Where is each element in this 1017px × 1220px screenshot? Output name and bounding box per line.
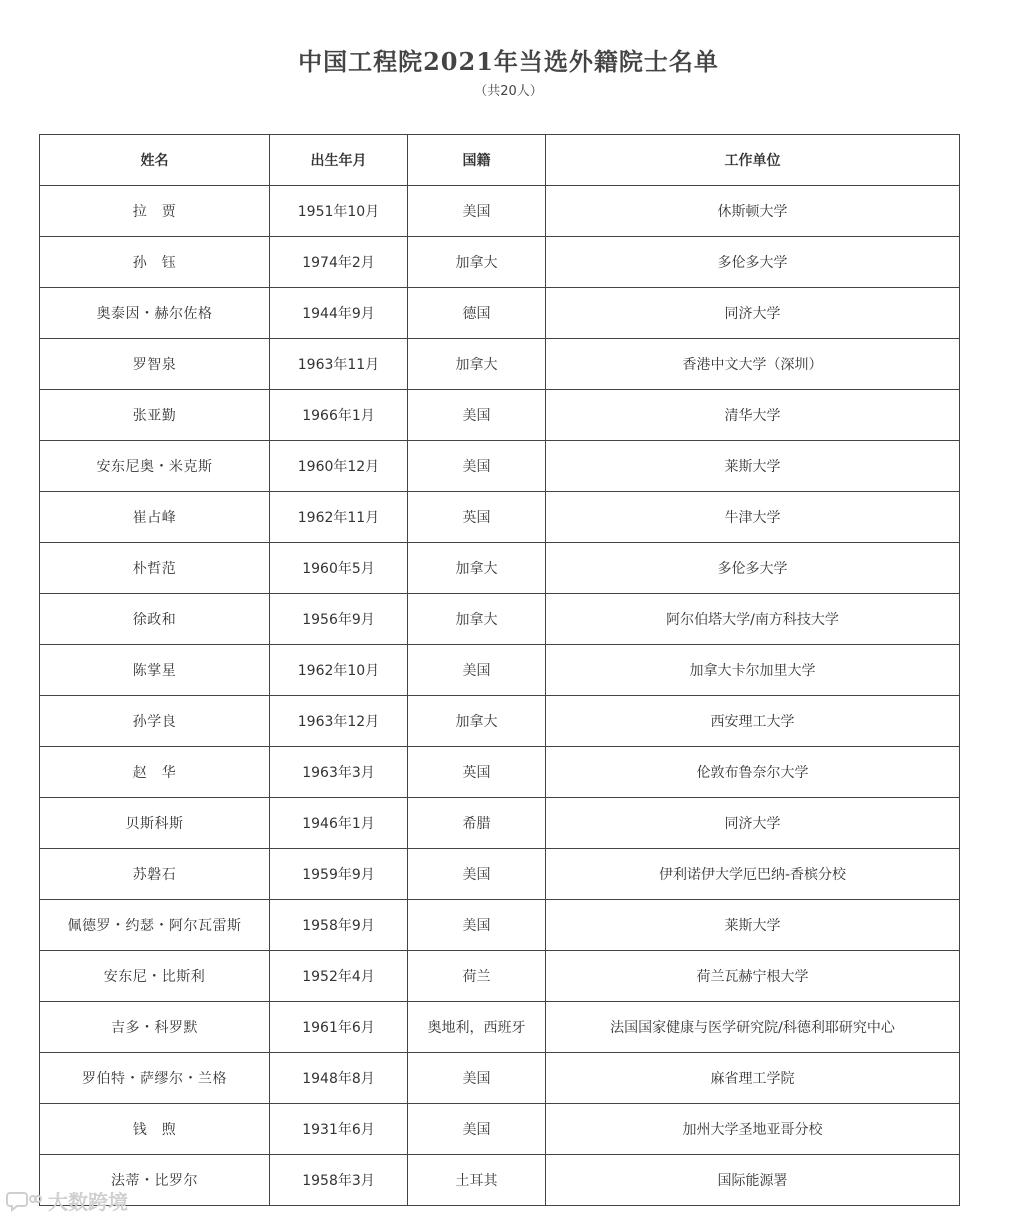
- cell-affiliation: 加州大学圣地亚哥分校: [546, 1104, 960, 1155]
- cell-affiliation: 阿尔伯塔大学/南方科技大学: [546, 594, 960, 645]
- cell-affiliation: 清华大学: [546, 390, 960, 441]
- cell-birth: 1966年1月: [270, 390, 408, 441]
- table-row: [40, 747, 960, 798]
- cell-birth: 1956年9月: [270, 594, 408, 645]
- table-row: [40, 798, 960, 849]
- header-nationality: 国籍: [408, 135, 546, 186]
- cell-nationality: 美国: [408, 441, 546, 492]
- cell-birth: 1952年4月: [270, 951, 408, 1002]
- cell-name: 陈掌星: [40, 645, 270, 696]
- cell-nationality: 美国: [408, 186, 546, 237]
- table-row: [40, 1155, 960, 1206]
- cell-name: 贝斯科斯: [40, 798, 270, 849]
- cell-birth: 1944年9月: [270, 288, 408, 339]
- cell-affiliation: 同济大学: [546, 798, 960, 849]
- cell-affiliation: 莱斯大学: [546, 900, 960, 951]
- cell-affiliation: 法国国家健康与医学研究院/科德利耶研究中心: [546, 1002, 960, 1053]
- cell-name: 钱 煦: [40, 1104, 270, 1155]
- cell-name: 佩德罗・约瑟・阿尔瓦雷斯: [40, 900, 270, 951]
- academician-table: [39, 134, 960, 1206]
- cell-affiliation: 西安理工大学: [546, 696, 960, 747]
- cell-name: 法蒂・比罗尔: [40, 1155, 270, 1206]
- cell-nationality: 荷兰: [408, 951, 546, 1002]
- watermark: [6, 1186, 128, 1215]
- cell-name: 张亚勤: [40, 390, 270, 441]
- cell-affiliation: 香港中文大学（深圳）: [546, 339, 960, 390]
- header-birth: 出生年月: [270, 135, 408, 186]
- cell-affiliation: 加拿大卡尔加里大学: [546, 645, 960, 696]
- table-row: [40, 1053, 960, 1104]
- cell-affiliation: 荷兰瓦赫宁根大学: [546, 951, 960, 1002]
- cell-name: 朴哲范: [40, 543, 270, 594]
- page-title: 中国工程院2021年当选外籍院士名单: [298, 47, 719, 76]
- table-row: [40, 849, 960, 900]
- cell-birth: 1931年6月: [270, 1104, 408, 1155]
- cell-name: 苏磐石: [40, 849, 270, 900]
- cell-affiliation: 国际能源署: [546, 1155, 960, 1206]
- cell-birth: 1960年5月: [270, 543, 408, 594]
- cell-nationality: 美国: [408, 849, 546, 900]
- table-row: [40, 186, 960, 237]
- cell-birth: 1963年3月: [270, 747, 408, 798]
- cell-name: 赵 华: [40, 747, 270, 798]
- cell-name: 孙学良: [40, 696, 270, 747]
- table-row: [40, 390, 960, 441]
- cell-nationality: 德国: [408, 288, 546, 339]
- cell-affiliation: 莱斯大学: [546, 441, 960, 492]
- cell-name: 拉 贾: [40, 186, 270, 237]
- cell-name: 安东尼・比斯利: [40, 951, 270, 1002]
- table-row: [40, 492, 960, 543]
- cell-affiliation: 伊利诺伊大学厄巴纳-香槟分校: [546, 849, 960, 900]
- cell-affiliation: 多伦多大学: [546, 237, 960, 288]
- table-row: [40, 696, 960, 747]
- table-row: [40, 237, 960, 288]
- cell-birth: 1958年9月: [270, 900, 408, 951]
- cell-birth: 1946年1月: [270, 798, 408, 849]
- cell-birth: 1962年11月: [270, 492, 408, 543]
- cell-name: 孙 钰: [40, 237, 270, 288]
- cell-name: 罗伯特・萨缪尔・兰格: [40, 1053, 270, 1104]
- cell-name: 吉多・科罗默: [40, 1002, 270, 1053]
- header-name: 姓名: [40, 135, 270, 186]
- cell-nationality: 加拿大: [408, 696, 546, 747]
- cell-name: 奥泰因・赫尔佐格: [40, 288, 270, 339]
- table-row: [40, 1002, 960, 1053]
- table-row: [40, 543, 960, 594]
- cell-affiliation: 牛津大学: [546, 492, 960, 543]
- cell-birth: 1963年12月: [270, 696, 408, 747]
- page-subtitle: （共20人）: [474, 84, 543, 99]
- watermark-text: 大数跨境: [48, 1190, 128, 1214]
- cell-nationality: 加拿大: [408, 594, 546, 645]
- cell-affiliation: 多伦多大学: [546, 543, 960, 594]
- cell-birth: 1974年2月: [270, 237, 408, 288]
- cell-birth: 1961年6月: [270, 1002, 408, 1053]
- cell-nationality: 希腊: [408, 798, 546, 849]
- cell-affiliation: 同济大学: [546, 288, 960, 339]
- cell-birth: 1958年3月: [270, 1155, 408, 1206]
- cell-birth: 1960年12月: [270, 441, 408, 492]
- table-row: [40, 441, 960, 492]
- cell-birth: 1962年10月: [270, 645, 408, 696]
- cell-name: 安东尼奥・米克斯: [40, 441, 270, 492]
- cell-birth: 1959年9月: [270, 849, 408, 900]
- cell-nationality: 英国: [408, 492, 546, 543]
- cell-nationality: 加拿大: [408, 237, 546, 288]
- table-row: [40, 339, 960, 390]
- cell-nationality: 美国: [408, 1053, 546, 1104]
- table-row: [40, 288, 960, 339]
- cell-name: 崔占峰: [40, 492, 270, 543]
- speech-bubble-logo-icon: [6, 1190, 42, 1212]
- cell-birth: 1951年10月: [270, 186, 408, 237]
- cell-nationality: 奥地利，西班牙: [408, 1002, 546, 1053]
- cell-nationality: 加拿大: [408, 543, 546, 594]
- cell-birth: 1963年11月: [270, 339, 408, 390]
- table-row: [40, 1104, 960, 1155]
- cell-nationality: 英国: [408, 747, 546, 798]
- table-row: [40, 594, 960, 645]
- cell-nationality: 土耳其: [408, 1155, 546, 1206]
- cell-birth: 1948年8月: [270, 1053, 408, 1104]
- cell-name: 罗智泉: [40, 339, 270, 390]
- cell-nationality: 美国: [408, 900, 546, 951]
- header-affiliation: 工作单位: [546, 135, 960, 186]
- cell-affiliation: 休斯顿大学: [546, 186, 960, 237]
- cell-nationality: 美国: [408, 390, 546, 441]
- cell-nationality: 美国: [408, 645, 546, 696]
- cell-name: 徐政和: [40, 594, 270, 645]
- cell-nationality: 美国: [408, 1104, 546, 1155]
- table-header-row: [40, 135, 960, 186]
- table-row: [40, 951, 960, 1002]
- cell-affiliation: 麻省理工学院: [546, 1053, 960, 1104]
- table-row: [40, 645, 960, 696]
- table-row: [40, 900, 960, 951]
- cell-nationality: 加拿大: [408, 339, 546, 390]
- cell-affiliation: 伦敦布鲁奈尔大学: [546, 747, 960, 798]
